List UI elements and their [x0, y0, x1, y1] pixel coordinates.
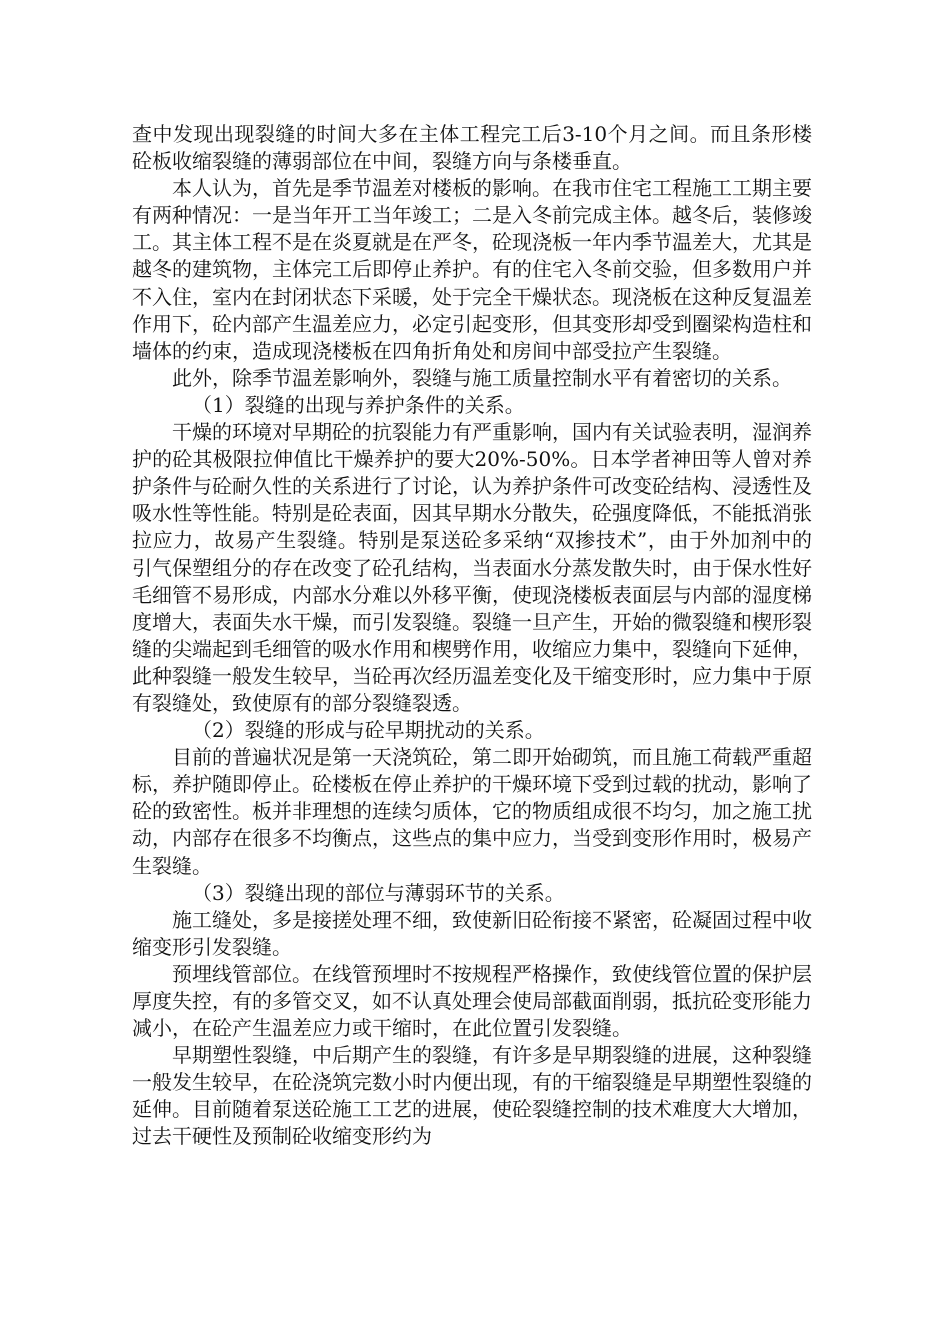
paragraph-construction-joint: 施工缝处，多是接搓处理不细，致使新旧砼衔接不紧密，砼凝固过程中收缩变形引发裂缝。: [132, 907, 812, 959]
paragraph-curing: 干燥的环境对早期砼的抗裂能力有严重影响，国内有关试验表明，湿润养护的砼其极限拉伸值比干燥养护的要大20%-50%。日本学者神田等人曾对养护条件与砼耐久性的关系进行了讨论，认为养护条件可改变砼结构、浸透性及吸水性等性能。特别是砼表面，因其早期水分散失，砼强度降低，不能抵消张拉应力，故易产生裂缝。特别是泵送砼多采纳“双掺技术”，由于外加剂中的引气保塑组分的存在改变了砼孔结构，当表面水分蒸发散失时，由于保水性好毛细管不易形成，内部水分难以外移平衡，使现浇楼板表面层与内部的湿度梯度增大，表面失水干燥，而引发裂缝。裂缝一旦产生，开始的微裂缝和楔形裂缝的尖端起到毛细管的吸水作用和楔劈作用，收缩应力集中，裂缝向下延伸，此种裂缝一般发生较早，当砼再次经历温差变化及干缩变形时，应力集中于原有裂缝处，致使原有的部分裂缝裂透。: [132, 420, 812, 715]
paragraph-construction-quality: 此外，除季节温差影响外，裂缝与施工质量控制水平有着密切的关系。: [172, 365, 792, 390]
document-body: [132, 121, 812, 1151]
section-heading-curing: （1）裂缝的出现与养护条件的关系。: [192, 392, 525, 417]
section-heading-disturbance: （2）裂缝的形成与砼早期扰动的关系。: [192, 718, 545, 743]
paragraph-continued: 查中发现出现裂缝的时间大多在主体工程完工后3-10个月之间。而且条形楼砼板收缩裂缝的薄弱部位在中间，裂缝方向与条楼垂直。: [132, 122, 812, 174]
paragraph-seasonal-temperature: 本人认为，首先是季节温差对楼板的影响。在我市住宅工程施工工期主要有两种情况：一是当年开工当年竣工；二是入冬前完成主体。越冬后，装修竣工。其主体工程不是在炎夏就是在严冬，砼现浇板一年内季节温差大，尤其是越冬的建筑物，主体完工后即停止养护。有的住宅入冬前交验，但多数用户并不入住，室内在封闭状态下采暖，处于完全干燥状态。现浇板在这种反复温差作用下，砼内部产生温差应力，必定引起变形，但其变形却受到圈梁构造柱和墙体的约束，造成现浇楼板在四角折角处和房间中部受拉产生裂缝。: [132, 176, 812, 363]
paragraph-plastic-cracks: 早期塑性裂缝，中后期产生的裂缝，有许多是早期裂缝的进展，这种裂缝一般发生较早，在砼浇筑完数小时内便出现，有的干缩裂缝是早期塑性裂缝的延伸。目前随着泵送砼施工工艺的进展，使砼裂缝控制的技术难度大大增加，过去干硬性及预制砼收缩变形约为: [132, 1043, 812, 1149]
paragraph-disturbance: 目前的普遍状况是第一天浇筑砼，第二即开始砌筑，而且施工荷载严重超标，养护随即停止。砼楼板在停止养护的干燥环境下受到过载的扰动，影响了砼的致密性。板并非理想的连续匀质体，它的物质组成很不均匀，加之施工扰动，内部存在很多不均衡点，这些点的集中应力，当受到变形作用时，极易产生裂缝。: [132, 745, 812, 878]
paragraph-embedded-conduit: 预埋线管部位。在线管预埋时不按规程严格操作，致使线管位置的保护层厚度失控，有的多管交叉，如不认真处理会使局部截面削弱，抵抗砼变形能力减小，在砼产生温差应力或干缩时，在此位置引发裂缝。: [132, 961, 812, 1041]
section-heading-weak-points: （3）裂缝出现的部位与薄弱环节的关系。: [192, 880, 565, 905]
